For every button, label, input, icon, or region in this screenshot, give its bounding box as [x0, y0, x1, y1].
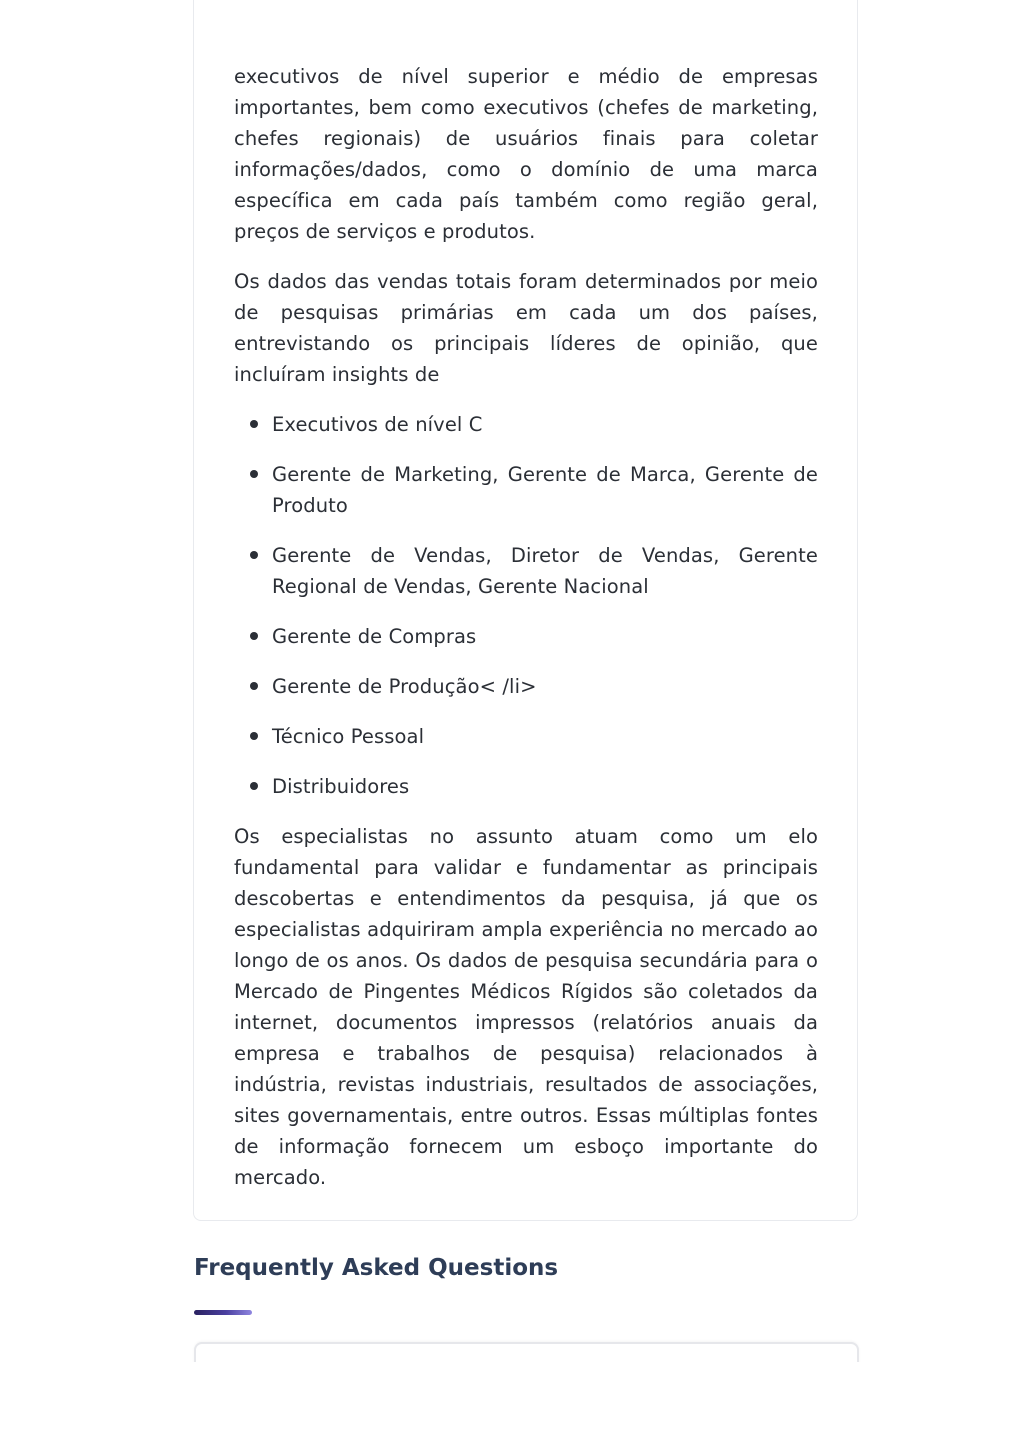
list-item-text: Técnico Pessoal [272, 725, 425, 748]
list-item-text: Gerente de Compras [272, 625, 477, 648]
list-item [234, 540, 818, 602]
list-item-text: Gerente de Marketing, Gerente de Marca, Gerente de Produto [272, 463, 818, 517]
list-item [234, 409, 818, 440]
bullet-icon [250, 782, 258, 790]
list-item [234, 771, 818, 802]
article-content [234, 61, 818, 1212]
list-item-text: Gerente de Produção< /li> [272, 675, 537, 698]
bullet-icon [250, 420, 258, 428]
bullet-icon [250, 682, 258, 690]
bullet-icon [250, 470, 258, 478]
faq-heading-underline [194, 1310, 252, 1315]
article-paragraph: executivos de nível superior e médio de empresas importantes, bem como executivos (chefes de marketing, chefes regionais) de usuários finais para coletar informações/dados, como o domínio de uma marca específica em cada país também como região geral, preços de serviços e produtos. [234, 65, 818, 243]
list-item-text: Executivos de nível C [272, 413, 483, 436]
list-item [234, 721, 818, 752]
bullet-icon [250, 551, 258, 559]
bullet-icon [250, 632, 258, 640]
article-paragraph: Os dados das vendas totais foram determinados por meio de pesquisas primárias em cada um dos países, entrevistando os principais líderes de opinião, que incluíram insights de [234, 270, 818, 386]
list-item [234, 671, 818, 702]
list-item-text: Distribuidores [272, 775, 410, 798]
bullet-icon [250, 732, 258, 740]
list-item-text: Gerente de Vendas, Diretor de Vendas, Gerente Regional de Vendas, Gerente Nacional [272, 544, 818, 598]
insights-list [234, 409, 818, 802]
page-bottom-margin [0, 1362, 1024, 1449]
article-paragraph: Os especialistas no assunto atuam como um elo fundamental para validar e fundamentar as principais descobertas e entendimentos da pesquisa, já que os especialistas adquiriram ampla experiência no mercado ao longo de os anos. Os dados de pesquisa secundária para o Mercado de Pingentes Médicos Rígidos são coletados da internet, documentos impressos (relatórios anuais da empresa e trabalhos de pesquisa) relacionados à indústria, revistas industriais, resultados de associações, sites governamentais, entre outros. Essas múltiplas fontes de informação fornecem um esboço importante do mercado. [234, 825, 818, 1189]
list-item [234, 459, 818, 521]
list-item [234, 621, 818, 652]
faq-heading: Frequently Asked Questions [194, 1255, 559, 1281]
